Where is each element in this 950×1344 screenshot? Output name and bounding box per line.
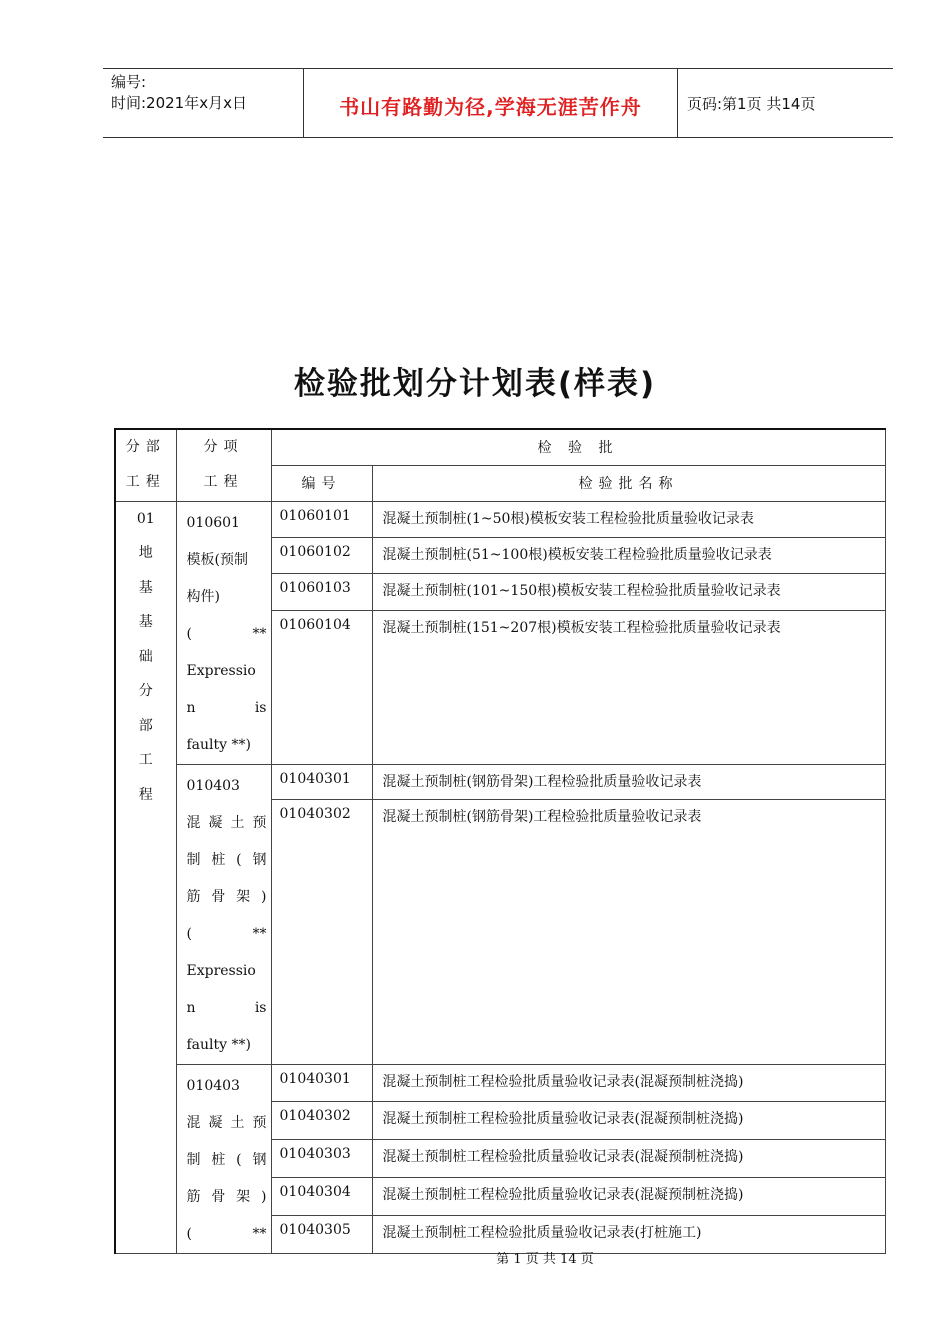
header-division: 分部 工程 [115, 429, 176, 501]
page-footer: 第 1 页 共 14 页 [496, 1252, 594, 1267]
item-cell: 010601 模板(预制 构件) ( ** Expressio n is faulty **) [176, 501, 271, 764]
header-item: 分项 工程 [176, 429, 271, 501]
batch-no: 01040301 [271, 1064, 372, 1102]
header-batch: 检 验 批 [271, 429, 885, 465]
batch-no: 01060101 [271, 501, 372, 537]
item-cell: 010403 混凝土预 制桩(钢 筋骨架) ( ** Expressio n is faulty **) [176, 764, 271, 1064]
batch-no: 01040305 [271, 1215, 372, 1253]
batch-no: 01060104 [271, 610, 372, 764]
batch-name: 混凝土预制桩(151~207根)模板安装工程检验批质量验收记录表 [372, 610, 885, 764]
batch-no: 01060102 [271, 537, 372, 573]
batch-name: 混凝土预制桩(51~100根)模板安装工程检验批质量验收记录表 [372, 537, 885, 573]
document-title: 检验批划分计划表(样表) [293, 366, 657, 402]
batch-name: 混凝土预制桩工程检验批质量验收记录表(混凝预制桩浇捣) [372, 1177, 885, 1215]
serial-label: 编号: [111, 73, 147, 91]
batch-name: 混凝土预制桩(钢筋骨架)工程检验批质量验收记录表 [372, 764, 885, 800]
division-cell: 01 地 基 基 础 分 部 工 程 [115, 501, 176, 1253]
header-divider [677, 69, 678, 137]
batch-plan-table [114, 428, 886, 1254]
batch-name: 混凝土预制桩(101~150根)模板安装工程检验批质量验收记录表 [372, 574, 885, 610]
batch-no: 01040301 [271, 764, 372, 800]
batch-no: 01040304 [271, 1177, 372, 1215]
batch-name: 混凝土预制桩(1~50根)模板安装工程检验批质量验收记录表 [372, 501, 885, 537]
batch-name: 混凝土预制桩工程检验批质量验收记录表(打桩施工) [372, 1215, 885, 1253]
header-meta [111, 72, 247, 114]
batch-no: 01060103 [271, 574, 372, 610]
batch-name: 混凝土预制桩工程检验批质量验收记录表(混凝预制桩浇捣) [372, 1140, 885, 1178]
batch-no: 01040303 [271, 1140, 372, 1178]
time-label: 时间:2021年x月x日 [111, 94, 247, 112]
item-cell: 010403 混凝土预 制桩(钢 筋骨架) ( ** [176, 1064, 271, 1253]
header-motto: 书山有路勤为径,学海无涯苦作舟 [339, 95, 642, 119]
header-page-info: 页码:第1页 共14页 [687, 95, 816, 113]
header-batch-name: 检验批名称 [372, 465, 885, 501]
header-batch-no: 编号 [271, 465, 372, 501]
batch-no: 01040302 [271, 1102, 372, 1140]
batch-name: 混凝土预制桩工程检验批质量验收记录表(混凝预制桩浇捣) [372, 1064, 885, 1102]
page-header [103, 68, 893, 138]
batch-name: 混凝土预制桩工程检验批质量验收记录表(混凝预制桩浇捣) [372, 1102, 885, 1140]
batch-name: 混凝土预制桩(钢筋骨架)工程检验批质量验收记录表 [372, 800, 885, 1064]
batch-no: 01040302 [271, 800, 372, 1064]
